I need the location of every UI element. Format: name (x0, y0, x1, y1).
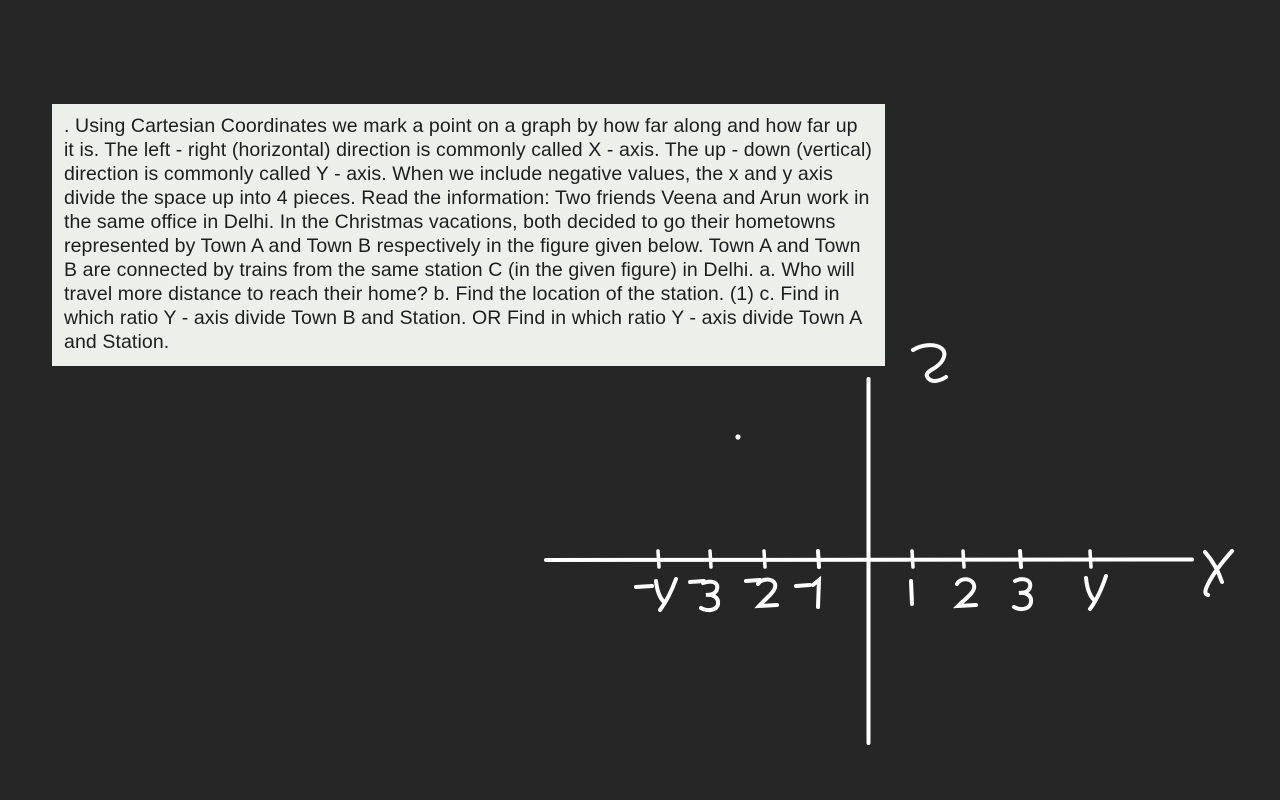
x-tick-label-2 (957, 579, 976, 606)
y-axis-handwritten-label (913, 345, 946, 381)
tick-mark (818, 551, 819, 567)
tick-mark (1020, 551, 1021, 567)
x-tick-label-minus4 (636, 579, 676, 610)
x-tick-label-1 (911, 581, 912, 604)
tick-mark (912, 551, 913, 567)
question-text-panel: . Using Cartesian Coordinates we mark a point on a graph by how far along and how far up it is. The left - right (horizontal) direction is commonly called X - axis. The up - down (vertical) direction is commonly called Y - axis. When we include negative values, the x and y axis divide the space up into 4 pieces. Read the information: Two friends Veena and Arun work in the same office in Delhi. In the Christmas vacations, both decided to go their hometowns represented by Town A and Town B respectively in the figure given below. Town A and Town B are connected by trains from the same station C (in the given figure) in Delhi. a. Who will travel more distance to reach their home? b. Find the location of the station. (1) c. Find in which ratio Y - axis divide Town B and Station. OR Find in which ratio Y - axis divide Town A and Station. (52, 104, 885, 366)
tick-mark (764, 551, 765, 567)
x-tick-label-3 (1014, 579, 1031, 609)
plotted-point (735, 434, 740, 439)
x-tick-label-minus3 (690, 581, 718, 610)
x-axis-handwritten-label-stroke1 (1205, 552, 1222, 582)
x-tick-label-minus1 (796, 580, 819, 607)
x-axis-handwritten-label-stroke2 (1205, 551, 1232, 595)
tick-mark (963, 551, 964, 567)
x-axis-line (546, 560, 1192, 561)
tick-mark (658, 551, 659, 567)
x-tick-label-minus2 (746, 580, 777, 607)
x-tick-label-4 (1086, 576, 1106, 609)
tick-mark (1090, 551, 1091, 567)
tick-mark (710, 551, 711, 567)
